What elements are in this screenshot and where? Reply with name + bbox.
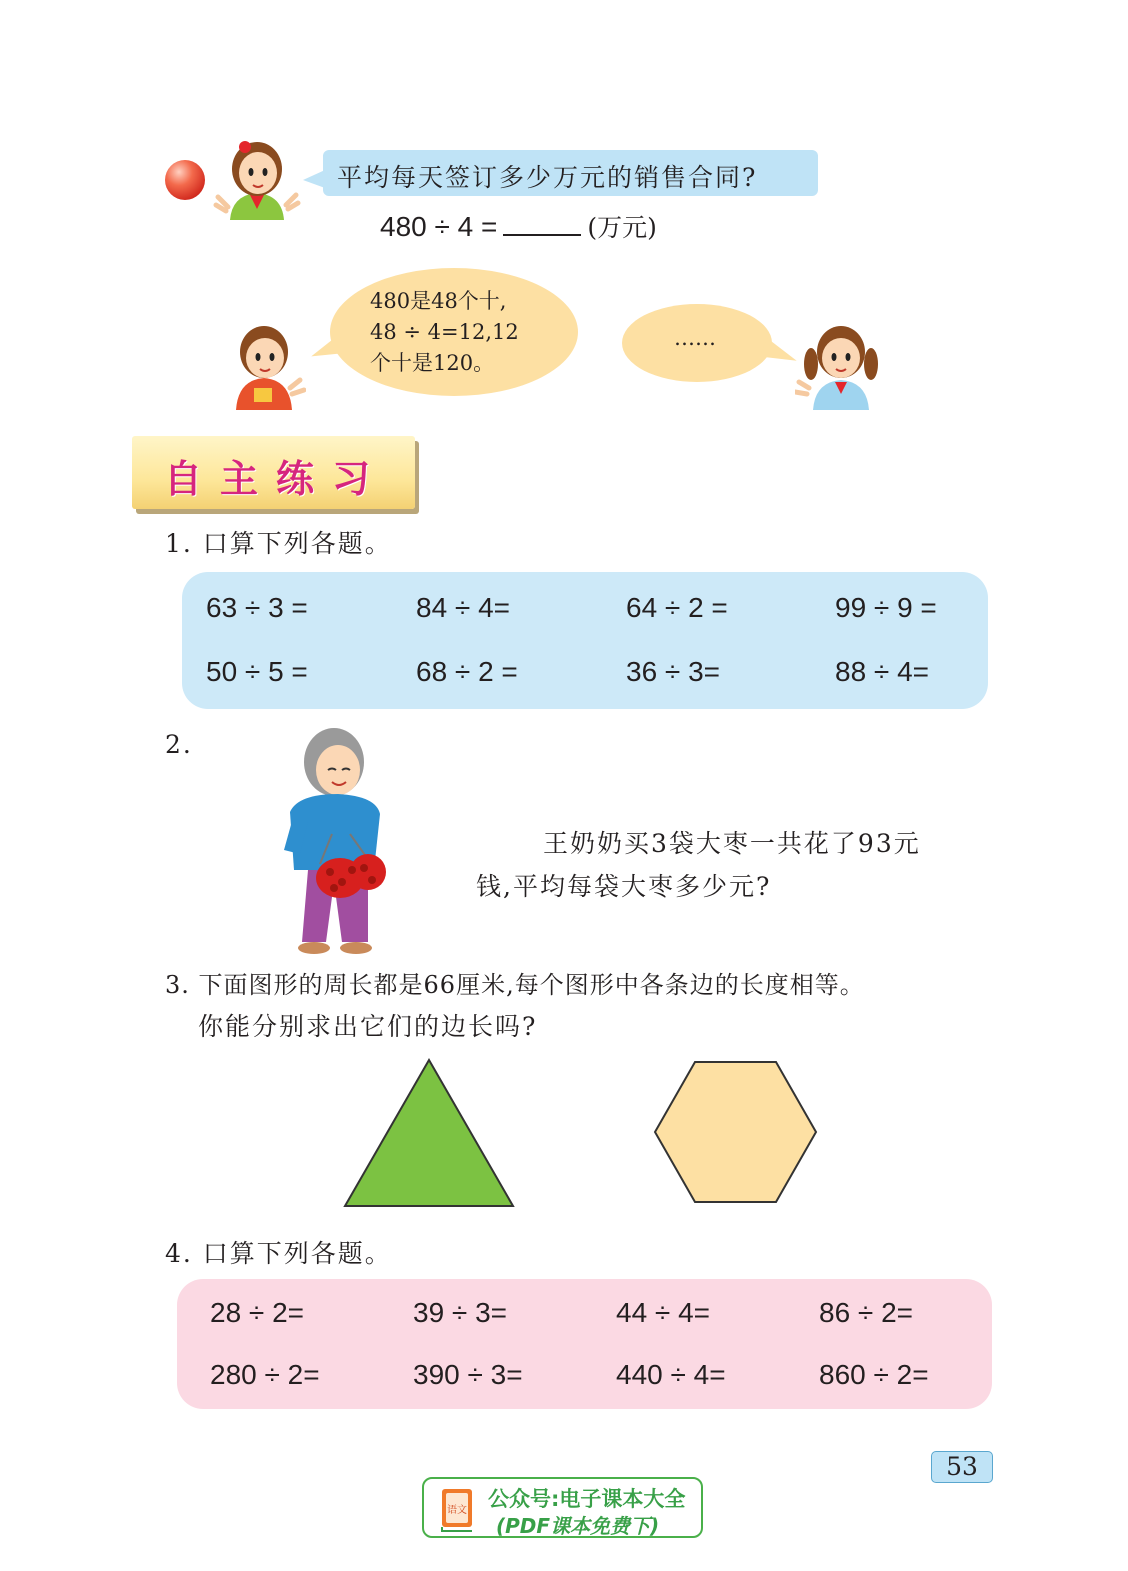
calc-item: 99 ÷ 9 = [835,592,937,623]
boy-bubble-line: 个十是120。 [370,351,495,375]
boy-bubble-line: 480是48个十, [370,289,507,313]
section-header-text: 自主练习 [164,457,389,501]
boy-bubble-line: 48 ÷ 4=12,12 [370,320,519,344]
equation-left: 480 ÷ 4 = [380,211,498,242]
calc-item: 390 ÷ 3= [413,1359,523,1390]
watermark-line1: 公众号:电子课本大全 [488,1487,686,1511]
calc-item: 63 ÷ 3 = [206,592,308,623]
green-triangle-shape [343,1058,515,1208]
calc-item: 50 ÷ 5 = [206,656,308,687]
girl-speech-bubble [622,304,772,382]
book-icon-text: 语文 [447,1505,467,1516]
red-bullet-icon [165,160,205,200]
boy-speech-bubble [330,268,578,396]
q3-text-line2: 你能分别求出它们的边长吗? [198,1012,538,1041]
intro-equation [380,208,657,244]
grandma-with-dates-illustration [272,722,407,960]
q3-text-line1: 3. 下面图形的周长都是66厘米,每个图形中各条边的长度相等。 [165,971,865,999]
question-speech-bubble [323,150,818,196]
calc-item: 440 ÷ 4= [616,1359,726,1390]
girl-character-icon [212,135,302,220]
q1-title: 1. 口算下列各题。 [165,529,392,558]
watermark-line2: (PDF课本免费下) [496,1514,660,1538]
calc-item: 39 ÷ 3= [413,1297,507,1328]
answer-blank [503,210,581,236]
intro-question-text: 平均每天签订多少万元的销售合同? [337,163,758,192]
section-header-self-practice [132,436,415,509]
calc-item: 86 ÷ 2= [819,1297,913,1328]
calc-item: 44 ÷ 4= [616,1297,710,1328]
calc-item: 280 ÷ 2= [210,1359,320,1390]
calc-item: 36 ÷ 3= [626,656,720,687]
calc-item: 64 ÷ 2 = [626,592,728,623]
q2-text-line2: 钱,平均每袋大枣多少元? [476,872,772,901]
q4-calc-box [177,1279,992,1409]
q4-title: 4. 口算下列各题。 [165,1239,392,1268]
watermark-badge [422,1477,703,1538]
yellow-hexagon-shape [653,1060,818,1204]
girl-bubble-text: …… [674,326,716,350]
calc-item: 84 ÷ 4= [416,592,510,623]
book-icon [438,1487,478,1533]
calc-item: 68 ÷ 2 = [416,656,518,687]
q2-number: 2. [165,730,193,759]
boy-character-icon [228,318,306,410]
page-number: 53 [931,1451,993,1483]
q2-text-line1: 王奶奶买3袋大枣一共花了93元 [543,829,921,858]
pigtail-girl-character-icon [795,318,885,410]
calc-item: 28 ÷ 2= [210,1297,304,1328]
calc-item: 88 ÷ 4= [835,656,929,687]
calc-item: 860 ÷ 2= [819,1359,929,1390]
q1-calc-box [182,572,988,709]
equation-unit: (万元) [587,213,657,242]
